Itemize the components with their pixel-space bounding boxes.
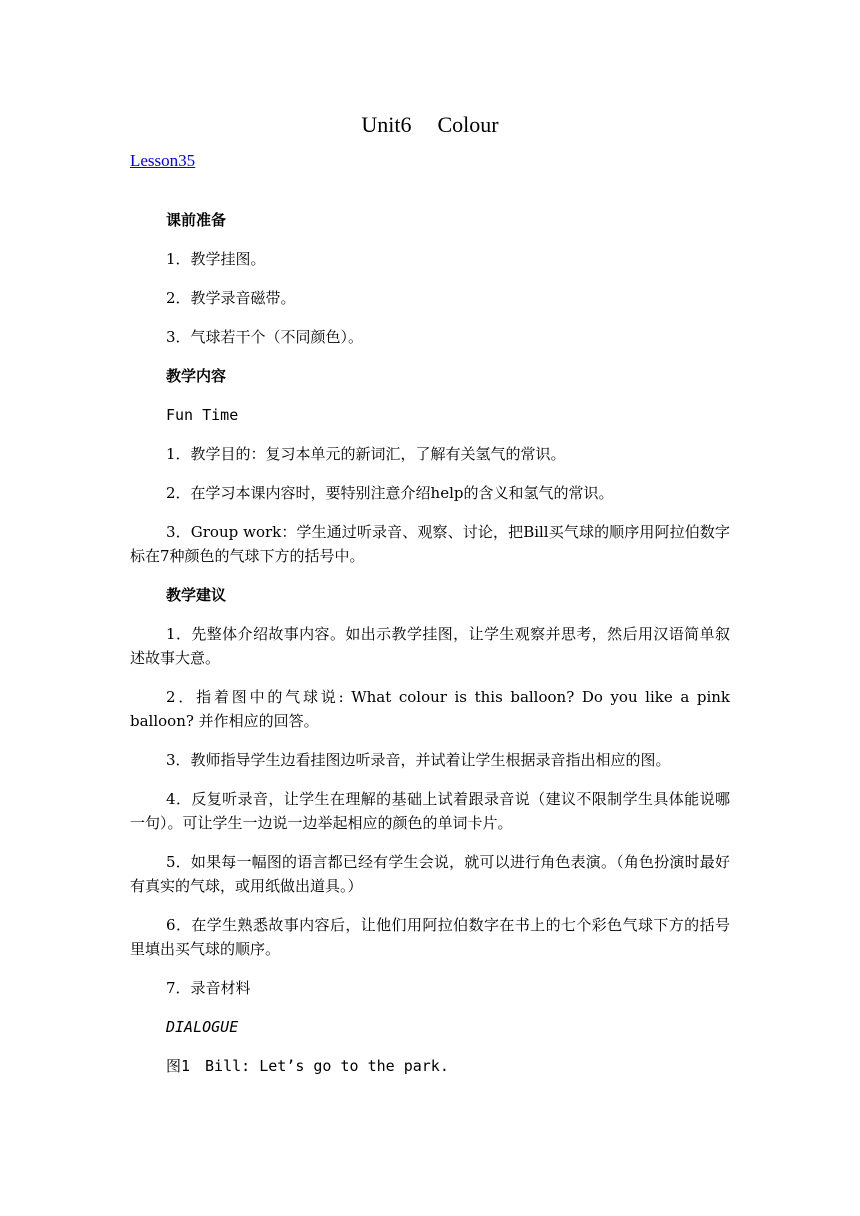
section-heading-suggestions: 教学建议 [166,586,227,604]
dialogue-heading: DIALOGUE [166,1018,239,1036]
paragraph: 3．气球若干个（不同颜色）。 [166,328,364,346]
paragraph: 2．指着图中的气球说: What colour is this balloon? Do you like a pink balloon? 并作相应的回答。 [130,688,730,730]
paragraph: 1．先整体介绍故事内容。如出示教学挂图，让学生观察并思考，然后用汉语简单叙述故事大意。 [130,625,730,667]
paragraph: 1．教学挂图。 [166,250,266,268]
page-title [0,112,860,138]
paragraph: 3．Group work：学生通过听录音、观察、讨论，把Bill买气球的顺序用阿拉伯数字标在7种颜色的气球下方的括号中。 [130,523,730,565]
paragraph: 1．教学目的：复习本单元的新词汇，了解有关氢气的常识。 [166,445,566,463]
paragraph: 6．在学生熟悉故事内容后，让他们用阿拉伯数字在书上的七个彩色气球下方的括号里填出买气球的顺序。 [130,916,730,958]
document-body [130,208,730,1093]
lesson-link[interactable]: Lesson35 [130,151,196,170]
paragraph: 7．录音材料 [166,979,251,997]
paragraph: 5．如果每一幅图的语言都已经有学生会说，就可以进行角色表演。（角色扮演时最好有真实的气球，或用纸做出道具。） [130,853,730,895]
paragraph: 2．教学录音磁带。 [166,289,296,307]
paragraph: 3．教师指导学生边看挂图边听录音，并试着让学生根据录音指出相应的图。 [166,751,671,769]
paragraph: 2．在学习本课内容时，要特别注意介绍help的含义和氢气的常识。 [166,484,614,502]
section-heading-content: 教学内容 [166,367,227,385]
paragraph: 4．反复听录音，让学生在理解的基础上试着跟录音说（建议不限制学生具体能说哪一句）。可让学生一边说一边举起相应的颜色的单词卡片。 [130,790,730,832]
title-unit: Unit6 [361,112,412,137]
subheading-fun-time: Fun Time [166,406,239,424]
section-heading-preparation: 课前准备 [166,211,227,229]
dialogue-line: 图1 Bill: Let’s go to the park. [166,1057,449,1075]
title-topic: Colour [437,112,499,137]
